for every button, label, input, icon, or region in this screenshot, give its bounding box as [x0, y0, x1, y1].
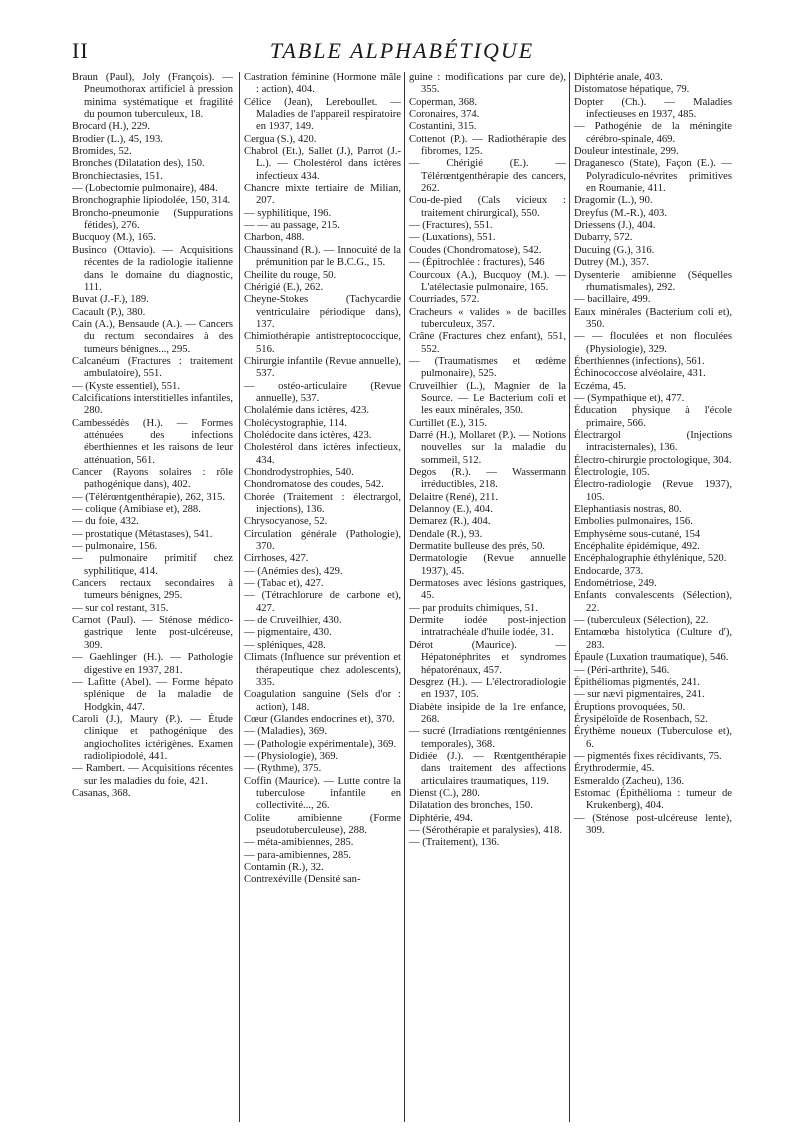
index-entry: — (Fractures), 551. — [409, 220, 493, 232]
index-entry: Dysenterie amibienne (Séquelles rhumatismales), 292. — [574, 269, 732, 293]
index-entry: Colite amibienne (Forme pseudotuberculeuse), 288. — [244, 812, 401, 836]
index-entry: Enfants convalescents (Sélection), 22. — [574, 590, 732, 614]
index-entry: Électrologie, 105. — [574, 467, 650, 478]
index-entry: Delannoy (E.), 404. — [409, 504, 493, 516]
index-entry: Douleur intestinale, 299. — [574, 146, 679, 158]
index-entry: Desgrez (H.). — L'électroradiologie en 1937, 105. — [409, 676, 566, 701]
index-entry: Eczéma, 45. — [574, 380, 627, 392]
index-entry: Broncho-pneumonie (Suppurations fétides), 276. — [72, 207, 233, 232]
index-entry: Contrexéville (Densité san- — [244, 874, 361, 886]
index-entry: Dienst (C.), 280. — [409, 787, 480, 799]
page-header — [72, 38, 732, 68]
index-entry: Encéphalographie éthylénique, 520. — [574, 553, 727, 565]
index-entry: — (Physiologie), 369. — [244, 750, 339, 762]
index-entry: Cholalémie dans ictères, 423. — [244, 405, 370, 417]
index-entry: Dermite iodée post-injection intratrachéale d'huile iodée, 31. — [409, 615, 566, 639]
index-entry: — bacillaire, 499. — [574, 294, 651, 306]
index-entry: Bronches (Dilatation des), 150. — [72, 158, 205, 170]
index-entry: Buvat (J.-F.), 189. — [72, 294, 149, 306]
index-entry: Chimiothérapie antistreptococcique, 516. — [244, 331, 401, 355]
index-entry: Dopter (Ch.). — Maladies infectieuses en 1937, 485. — [574, 96, 732, 121]
index-entry: Eaux minérales (Bacterium coli et), 350. — [574, 306, 732, 330]
index-entry: Célice (Jean), Lereboullet. — Maladies de l'appareil respiratoire en 1937, 149. — [244, 96, 401, 133]
index-entry: Électro-chirurgie proctologique, 304. — [574, 454, 732, 466]
index-entry: — colique (Amibiase et), 288. — [72, 504, 201, 516]
index-entry: Cou-de-pied (Cals vicieux : traitement chirurgical), 550. — [409, 195, 566, 219]
index-entry: Éruptions provoquées, 50. — [574, 701, 686, 713]
index-entry: Estomac (Épithélioma : tumeur de Krukenberg), 404. — [574, 787, 732, 812]
index-entry: Brodier (L.), 45, 193. — [72, 133, 163, 145]
index-entry: Diphtérie, 494. — [409, 812, 473, 824]
index-entry: Cancers rectaux secondaires à tumeurs bénignes, 295. — [72, 578, 233, 602]
index-entry: Chirurgie infantile (Revue annuelle), 537. — [244, 355, 401, 380]
index-entry: Carnot (Paul). — Sténose médico-gastrique lente post-ulcéreuse, 309. — [72, 615, 233, 651]
index-entry: Électrargol (Injections intracisternales), 136. — [574, 429, 732, 454]
index-entry: Bronchiectasies, 151. — [72, 170, 163, 182]
index-entry: Dermatite bulleuse des prés, 50. — [409, 541, 545, 553]
index-entry: Crâne (Fractures chez enfant), 551, 552. — [409, 331, 566, 355]
index-entry: Cholestérol dans ictères infectieux, 434. — [244, 442, 401, 466]
index-entry: Curtillet (E.), 315. — [409, 417, 487, 429]
index-entry: — sur col restant, 315. — [72, 602, 169, 614]
index-entry: — (Tabac et), 427. — [244, 578, 324, 590]
index-entry: Ducuing (G.), 316. — [574, 244, 655, 256]
index-entry: Entamœba histolytica (Culture d'), 283. — [574, 627, 732, 651]
index-entry: — Chérigié (E.). — Télérœntgenthérapie des cancers, 262. — [409, 158, 566, 195]
index-entry: Contamin (R.), 32. — [244, 862, 324, 873]
index-entry: Calcifications interstitielles infantiles, 280. — [72, 392, 233, 417]
index-entry: Érysipéloïde de Rosenbach, 52. — [574, 713, 708, 725]
index-entry: Dutrey (M.), 357. — [574, 257, 650, 269]
index-entry: — sur nævi pigmentaires, 241. — [574, 689, 705, 701]
index-entry: Didiée (J.). — Rœntgenthérapie dans traitement des affections articulaires traumatiques, 119. — [409, 750, 566, 787]
index-entry: — (Lobectomie pulmonaire), 484. — [72, 183, 218, 195]
index-columns — [72, 72, 734, 1122]
index-entry: Cancer (Rayons solaires : rôle pathogénique dans), 402. — [72, 467, 233, 491]
index-entry: Embolies pulmonaires, 156. — [574, 516, 693, 528]
index-entry: Dérot (Maurice). — Hépatonéphrites et syndromes hépatorénaux, 457. — [409, 639, 566, 676]
index-entry: Chondromatose des coudes, 542. — [244, 479, 384, 491]
index-entry: — Rambert. — Acquisitions récentes sur les maladies du foie, 421. — [72, 763, 233, 787]
index-entry: — pigmentés fixes récidivants, 75. — [574, 750, 722, 762]
index-entry: Coronaires, 374. — [409, 109, 480, 121]
index-entry: Épaule (Luxation traumatique), 546. — [574, 652, 729, 664]
index-entry: — Gaehlinger (H.). — Pathologie digestive en 1937, 281. — [72, 652, 233, 676]
index-entry: — ostéo-articulaire (Revue annuelle), 537. — [244, 380, 401, 404]
page-number: II — [72, 38, 89, 63]
index-entry: Éducation physique à l'école primaire, 566. — [574, 405, 732, 429]
index-entry: Diphtérie anale, 403. — [574, 72, 663, 83]
index-entry: Elephantiasis nostras, 80. — [574, 504, 682, 516]
index-entry: Encéphalite épidémique, 492. — [574, 541, 700, 553]
index-entry: Dendale (R.), 93. — [409, 528, 483, 540]
index-entry: Coperman, 368. — [409, 96, 477, 108]
index-entry: — méta-amibiennes, 285. — [244, 837, 354, 849]
index-entry: Chaussinand (R.). — Innocuité de la prémunition par le B.C.G., 15. — [244, 244, 401, 269]
index-entry: Cœur (Glandes endocrines et), 370. — [244, 713, 395, 725]
index-entry: Demarez (R.), 404. — [409, 516, 491, 528]
index-entry: Cottenot (P.). — Radiothérapie des fibromes, 125. — [409, 133, 566, 158]
page-title: TABLE ALPHABÉTIQUE — [269, 38, 535, 63]
index-entry: Driessens (J.), 404. — [574, 220, 656, 232]
index-entry: — (tuberculeux (Sélection), 22. — [574, 615, 709, 627]
index-entry: — (Tétrachlorure de carbone et), 427. — [244, 590, 401, 614]
index-entry: Dermatoses avec lésions gastriques, 45. — [409, 578, 566, 602]
index-entry: — (Péri-arthrite), 546. — [574, 664, 670, 676]
index-entry: — sucré (Irradiations rœntgéniennes temporales), 368. — [409, 726, 566, 750]
index-entry: Degos (R.). — Wassermann irréductibles, 218. — [409, 467, 566, 491]
index-entry: — (Rythme), 375. — [244, 763, 322, 775]
index-entry: Courcoux (A.), Bucquoy (M.). — L'atélectasie pulmonaire, 165. — [409, 269, 566, 293]
index-entry: Diabète insipide de la 1re enfance, 268. — [409, 701, 566, 725]
index-entry: Bucquoy (M.), 165. — [72, 232, 156, 244]
index-entry: — para-amibiennes, 285. — [244, 849, 352, 861]
index-entry: Coagulation sanguine (Sels d'or : action), 148. — [244, 689, 401, 713]
index-entry: — (Kyste essentiel), 551. — [72, 380, 180, 392]
index-entry: Braun (Paul), Joly (François). — Pneumothorax artificiel à pression minima systématique et fragilité du poumon tuberculeux, 18. — [72, 72, 233, 121]
index-entry: Cain (A.), Bensaude (A.). — Cancers du rectum secondaires à des tumeurs bénignes..., 295. — [72, 318, 233, 355]
index-entry: — pulmonaire primitif chez syphilitique, 414. — [72, 553, 233, 577]
index-entry: — spléniques, 428. — [244, 639, 326, 651]
index-entry: guine : modifications par cure de), 355. — [409, 72, 566, 96]
index-entry: Dubarry, 572. — [574, 232, 633, 244]
index-entry: Caroli (J.), Maury (P.). — Étude clinique et pathogénique des angiocholites ictérigènes. Examen radiolipiodolé, 441. — [72, 713, 233, 762]
index-entry: — (Sympathique et), 477. — [574, 392, 685, 404]
index-entry: Dragomir (L.), 90. — [574, 195, 653, 207]
index-entry: Chabrol (Et.), Sallet (J.), Parrot (J.-L.). — Cholestérol dans ictères infectieux 434. — [244, 146, 401, 182]
index-entry: Draganesco (State), Façon (E.). — Polyradiculo-névrites primitives en Roumanie, 411. — [574, 158, 732, 195]
index-entry: Climats (Influence sur prévention et thérapeutique chez adolescents), 335. — [244, 652, 401, 688]
index-entry: Delaitre (René), 211. — [409, 491, 499, 503]
index-entry: Coudes (Chondromatose), 542. — [409, 244, 542, 256]
index-entry: — pulmonaire, 156. — [72, 541, 158, 553]
index-entry: Épithéliomas pigmentés, 241. — [574, 676, 700, 688]
index-entry: Casanas, 368. — [72, 787, 131, 799]
index-entry: Érythrodermie, 45. — [574, 763, 655, 775]
index-entry: Endocarde, 373. — [574, 565, 644, 577]
index-entry: Courriades, 572. — [409, 294, 480, 306]
index-entry: — (Sérothérapie et paralysies), 418. — [409, 824, 562, 836]
index-column-1 — [72, 72, 233, 1122]
index-entry: — de Cruveilhier, 430. — [244, 615, 342, 627]
index-entry: — (Télérœntgenthérapie), 262, 315. — [72, 491, 225, 503]
index-entry: Échinococcose alvéolaire, 431. — [574, 368, 706, 380]
index-entry: Chérigié (E.), 262. — [244, 281, 324, 293]
index-entry: — (Épitrochlée : fractures), 546 — [409, 257, 545, 269]
index-entry: — — floculées et non floculées (Physiologie), 329. — [574, 331, 732, 355]
index-entry: Électro-radiologie (Revue 1937), 105. — [574, 479, 732, 503]
index-entry: — (Traumatismes et œdème pulmonaire), 525. — [409, 355, 566, 380]
index-entry: Darré (H.), Mollaret (P.). — Notions nouvelles sur la maladie du sommeil, 512. — [409, 429, 566, 466]
index-entry: Chrysocyanose, 52. — [244, 516, 328, 528]
index-entry: Circulation générale (Pathologie), 370. — [244, 528, 401, 553]
index-entry: — — au passage, 215. — [244, 220, 340, 232]
index-entry: — Lafitte (Abel). — Forme hépato splénique de la maladie de Hodgkin, 447. — [72, 676, 233, 713]
index-entry: Distomatose hépatique, 79. — [574, 84, 690, 96]
index-column-3 — [404, 72, 566, 1122]
index-entry: Dilatation des bronches, 150. — [409, 800, 533, 812]
index-entry: — pigmentaire, 430. — [244, 627, 332, 639]
index-column-2 — [239, 72, 401, 1122]
index-entry: Calcanéum (Fractures : traitement ambulatoire), 551. — [72, 355, 233, 380]
index-entry: Endométriose, 249. — [574, 578, 657, 590]
index-entry: Coffin (Maurice). — Lutte contre la tuberculose infantile en collectivité..., 26. — [244, 775, 401, 812]
index-entry: Cheilite du rouge, 50. — [244, 269, 337, 281]
index-entry: Chancre mixte tertiaire de Milian, 207. — [244, 183, 401, 207]
index-entry: Cacault (P.), 380. — [72, 306, 146, 318]
index-entry: Cheyne-Stokes (Tachycardie ventriculaire périodique dans), 137. — [244, 294, 401, 330]
index-column-4 — [569, 72, 732, 1122]
index-entry: Charbon, 488. — [244, 232, 305, 244]
index-entry: — prostatique (Métastases), 541. — [72, 528, 213, 540]
index-entry: Bromides, 52. — [72, 146, 132, 158]
index-entry: Cholécystographie, 114. — [244, 417, 347, 429]
index-entry: Cambessédès (H.). — Formes atténuées des infections éberthiennes et les raisons de leur atténuation, 561. — [72, 417, 233, 466]
index-entry: Bronchographie lipiodolée, 150, 314. — [72, 195, 231, 207]
index-entry: — du foie, 432. — [72, 516, 139, 528]
index-entry: — syphilitique, 196. — [244, 207, 332, 219]
index-entry: Costantini, 315. — [409, 121, 477, 133]
index-entry: Emphysème sous-cutané, 154 — [574, 528, 701, 540]
index-entry: — (Maladies), 369. — [244, 726, 327, 738]
index-entry: Cergua (S.), 420. — [244, 133, 317, 145]
index-entry: Cholédocite dans ictères, 423. — [244, 429, 372, 441]
index-entry: Esmeraldo (Zacheu), 136. — [574, 775, 685, 787]
index-entry: Chorée (Traitement : électrargol, injections), 136. — [244, 491, 401, 516]
index-entry: Éberthiennes (infections), 561. — [574, 355, 705, 367]
index-entry: — Pathogénie de la méningite cérébro-spinale, 469. — [574, 121, 732, 145]
index-entry: Cruveilhier (L.), Magnier de la Source. — Le Bacterium coli et les eaux minérales, 350. — [409, 380, 566, 417]
index-entry: Dermatologie (Revue annuelle 1937), 45. — [409, 553, 566, 577]
index-entry: Dreyfus (M.-R.), 403. — [574, 207, 667, 219]
index-entry: Brocard (H.), 229. — [72, 121, 150, 133]
index-entry: Cracheurs « valides » de bacilles tuberculeux, 357. — [409, 306, 566, 330]
index-entry: — (Traitement), 136. — [409, 837, 500, 849]
index-entry: — (Luxations), 551. — [409, 232, 496, 244]
index-entry: Castration féminine (Hormone mâle : action), 404. — [244, 72, 401, 96]
index-entry: Érythème noueux (Tuberculose et), 6. — [574, 726, 732, 750]
index-entry: — (Sténose post-ulcéreuse lente), 309. — [574, 812, 732, 836]
index-entry: Chondrodystrophies, 540. — [244, 467, 354, 478]
index-entry: — (Pathologie expérimentale), 369. — [244, 738, 397, 750]
index-entry: Cirrhoses, 427. — [244, 553, 309, 565]
index-entry: — par produits chimiques, 51. — [409, 602, 538, 614]
index-entry: Businco (Ottavio). — Acquisitions récentes de la radiologie italienne dans le domaine du diagnostic, 111. — [72, 244, 233, 293]
index-entry: — (Anémies des), 429. — [244, 565, 343, 577]
